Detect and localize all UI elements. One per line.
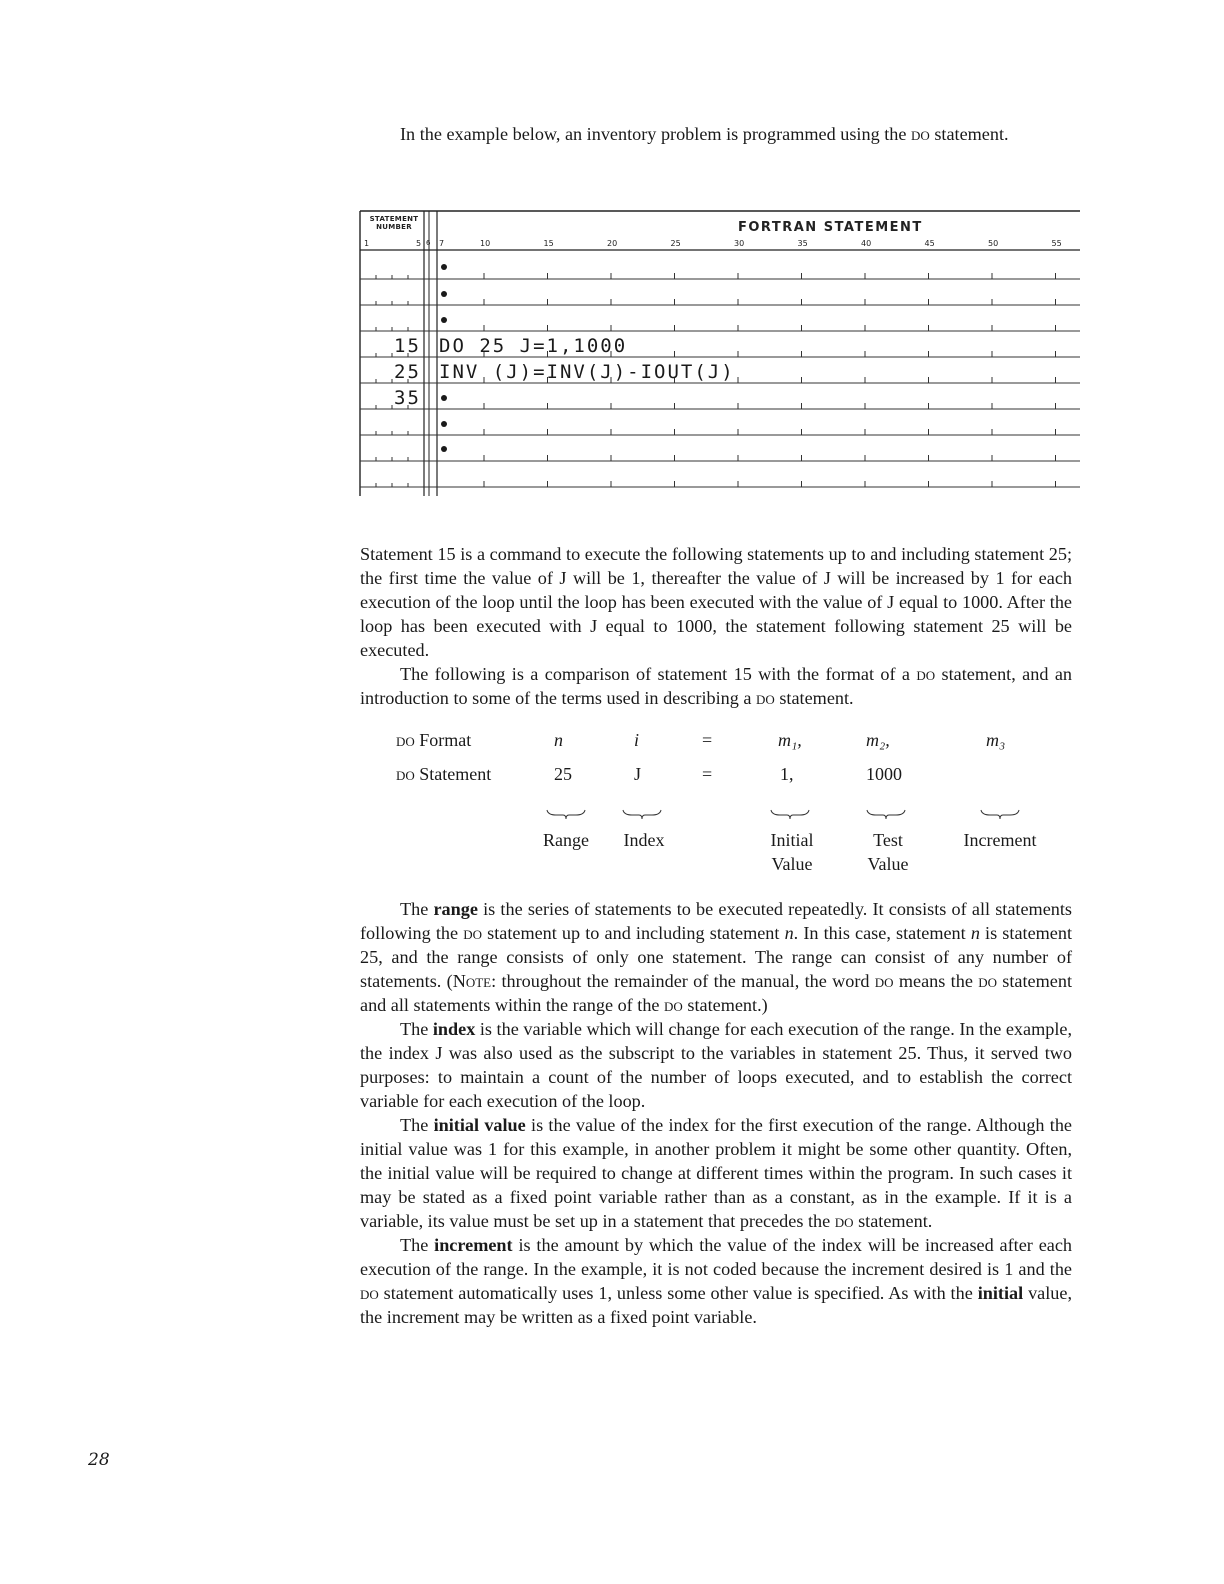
increment-brace (980, 808, 1020, 820)
statement-m1: 1, (780, 764, 794, 784)
text: The (400, 899, 434, 919)
term-bold-index: index (432, 1019, 476, 1039)
text: The (400, 1019, 433, 1039)
format-i: i (634, 730, 640, 750)
term-initial-value (752, 828, 832, 876)
statement-number-15: 15 (394, 335, 421, 357)
do-keyword: do (396, 730, 415, 750)
text: The (400, 1235, 435, 1255)
statement-n: 25 (554, 764, 572, 784)
do-keyword: do (664, 995, 683, 1015)
paragraph-index (360, 1017, 1072, 1113)
term-bold-increment: increment (434, 1235, 513, 1255)
statement-equals: = (702, 764, 713, 784)
text: The following is a comparison of statement 15 with the format of a (400, 664, 917, 684)
do-keyword: do (360, 1283, 379, 1303)
col-number-5: 5 (416, 239, 422, 248)
text: statement. (774, 688, 854, 708)
paragraph-range (360, 897, 1072, 1017)
do-keyword: do (834, 1211, 854, 1231)
col-number-35: 35 (797, 239, 808, 248)
text: is statement 25, and the range consists of only one statement. The range can consist of any number of statements. ( (360, 923, 1073, 991)
col-number-10: 10 (480, 239, 491, 248)
term-index: Index (623, 830, 665, 850)
format-equals: = (702, 730, 713, 750)
text: . In this case, statement (793, 923, 971, 943)
text: is the series of statements to be executed repeatedly. It consists of all statements following the (360, 899, 1073, 943)
text: statement and all statements within the range of the (360, 971, 1072, 1015)
text: value, the increment may be written as a fixed point variable. (360, 1283, 1073, 1327)
do-format-comparison (360, 722, 1072, 882)
text: is the variable which will change for each execution of the range. In the example, the index J was also used as the subscript to the variables in statement 25. Thus, it served two purposes: to maintain a count of the number of loops executed, and to establish the correct variable for each execution of the loop. (360, 1019, 1072, 1111)
continuation-dot (441, 317, 447, 323)
text: : throughout the remainder of the manual, the word (491, 971, 875, 991)
initial-value-brace (770, 808, 810, 820)
col-number-6: 6 (426, 239, 431, 247)
term-increment: Increment (963, 830, 1037, 850)
text: statement automatically uses 1, unless some other value is specified. As with the (378, 1283, 978, 1303)
text: statement.) (682, 995, 768, 1015)
fortran-statement-header: FORTRAN STATEMENT (738, 220, 923, 235)
format-n: n (554, 730, 563, 750)
term-bold-initial: initial (977, 1283, 1024, 1303)
format-m2: m₂, (866, 730, 890, 750)
text: statement, and an introduction to some of the terms used in describing a (360, 664, 1072, 708)
continuation-dot (441, 421, 447, 427)
statement-i: J (634, 764, 642, 784)
do-keyword: do (756, 688, 775, 708)
text: is the value of the index for the first execution of the range. Although the initial value was 1 for this example, in another problem it might be some other quantity. Often, the initial value will be required to change at different times within the program. In such cases it may be stated as a fixed point variable rather than as a constant, as in the example. If it is a variable, its value must be set up in a statement that precedes the (360, 1115, 1073, 1231)
inventory-statement-line: INV (J)=INV(J)-IOUT(J) (439, 361, 735, 383)
intro-paragraph (360, 122, 1072, 146)
term-initial-line2: Value (771, 854, 813, 874)
intro-text: In the example below, an inventory problem is programmed using the (400, 124, 911, 144)
paragraph-increment (360, 1233, 1072, 1329)
statement-row-label (396, 764, 491, 785)
range-brace (546, 808, 586, 820)
do-statement-line: DO 25 J=1,1000 (439, 335, 628, 357)
term-initial-line1: Initial (770, 830, 814, 850)
format-m1: m₁, (778, 730, 802, 750)
italic-n: n (970, 923, 980, 943)
text: The (400, 1115, 434, 1135)
col-number-30: 30 (734, 239, 745, 248)
continuation-dot (441, 291, 447, 297)
statement-number-35: 35 (394, 387, 421, 409)
col-number-1: 1 (364, 239, 370, 248)
col-number-40: 40 (861, 239, 872, 248)
statement-m2: 1000 (866, 764, 902, 784)
paragraph-comparison-intro (360, 662, 1072, 710)
col-number-20: 20 (607, 239, 618, 248)
do-keyword: do (978, 971, 997, 991)
term-range: Range (543, 830, 589, 850)
do-keyword: do (463, 923, 482, 943)
body-block-1 (360, 542, 1072, 710)
page-number: 28 (88, 1450, 110, 1470)
statement-number-25: 25 (394, 361, 421, 383)
intro-text-end: statement. (929, 124, 1009, 144)
index-brace (622, 808, 662, 820)
term-test-line2: Value (867, 854, 909, 874)
note-label: Note (452, 971, 492, 991)
text: Statement (414, 764, 492, 784)
body-block-2 (360, 897, 1072, 1329)
fortran-coding-form (358, 208, 1082, 498)
format-row-label (396, 730, 471, 751)
col-number-50: 50 (988, 239, 999, 248)
do-keyword: do (874, 971, 894, 991)
col-number-25: 25 (670, 239, 681, 248)
term-test-line1: Test (873, 830, 903, 850)
continuation-dot (441, 395, 447, 401)
continuation-dot (441, 446, 447, 452)
paragraph-statement-15: Statement 15 is a command to execute the following statements up to and including statement 25; the first time the value of J will be 1, thereafter the value of J will be increased by 1 for each execution of the loop until the loop has been executed with the value of J equal to 1000. After the loop has been executed with J equal to 1000, the statement following statement 25 will be executed. (360, 544, 1072, 660)
term-bold-initial-value: initial value (433, 1115, 526, 1135)
text: is the amount by which the value of the index will be increased after each execution of the range. In the example, it is not coded because the increment desired is 1 and the (360, 1235, 1073, 1279)
format-m3: m₃ (986, 730, 1006, 750)
paragraph-initial-value (360, 1113, 1072, 1233)
italic-n: n (784, 923, 794, 943)
col-number-7: 7 (439, 239, 445, 248)
term-bold-range: range (433, 899, 478, 919)
test-value-brace (866, 808, 906, 820)
intro-block (360, 122, 1072, 146)
statement-number-header: STATEMENT NUMBER (369, 215, 419, 231)
do-keyword: do (910, 124, 930, 144)
do-keyword: do (916, 664, 936, 684)
col-number-55: 55 (1051, 239, 1062, 248)
text: means the (893, 971, 979, 991)
text: Format (414, 730, 472, 750)
col-number-15: 15 (543, 239, 554, 248)
text: statement up to and including statement (481, 923, 785, 943)
text: statement. (853, 1211, 933, 1231)
continuation-dot (441, 264, 447, 270)
col-number-45: 45 (924, 239, 935, 248)
term-test-value (848, 828, 928, 876)
do-keyword: do (396, 764, 415, 784)
